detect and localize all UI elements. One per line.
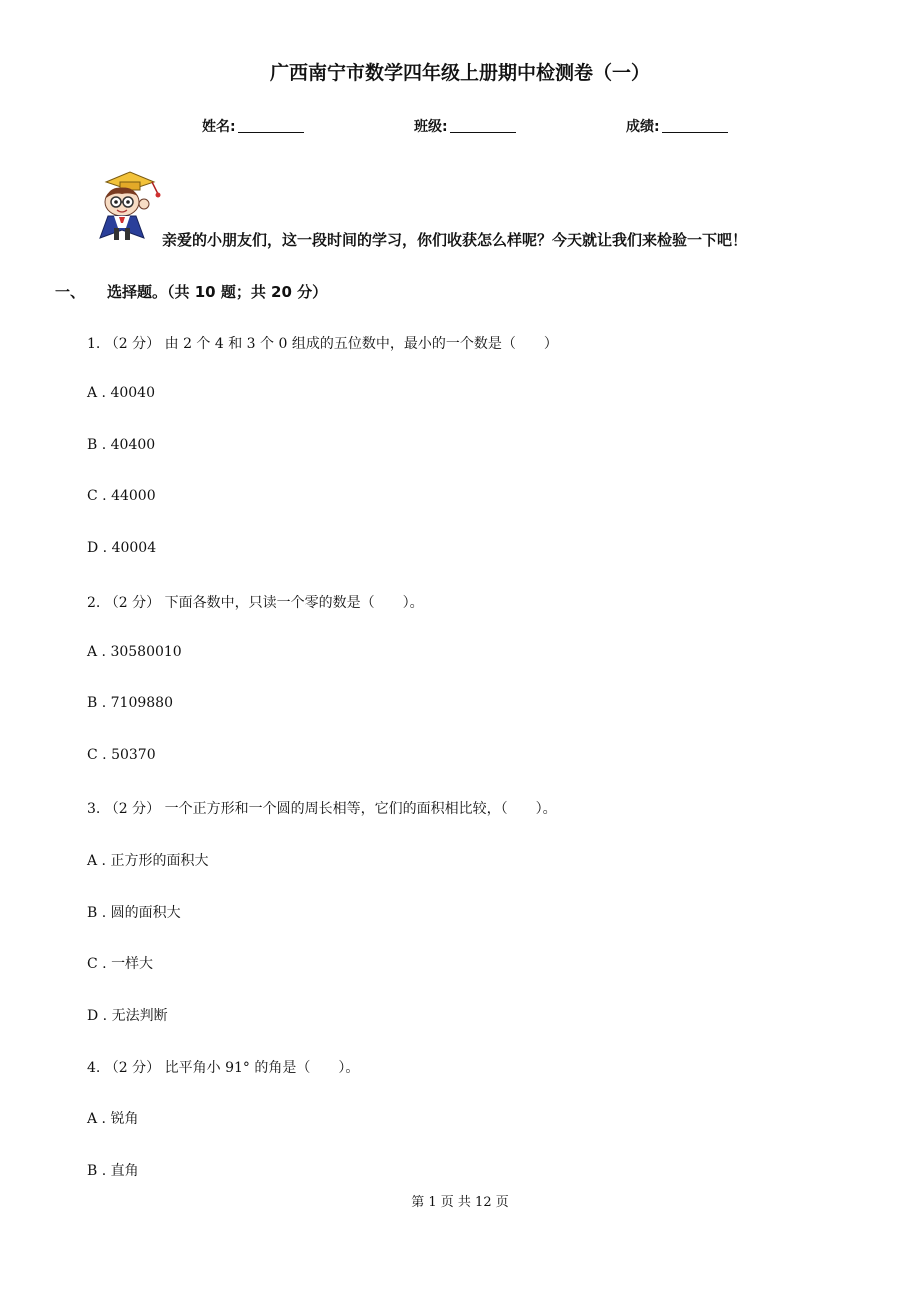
mascot-icon [92, 168, 164, 244]
question-4-option-b[interactable]: B . 直角 [87, 1163, 139, 1179]
question-4-option-a[interactable]: A . 锐角 [87, 1111, 139, 1127]
name-field [202, 116, 304, 136]
section-number: 一、 [55, 283, 86, 301]
question-3-stem: 3. （2 分） 一个正方形和一个圆的周长相等，它们的面积相比较，（ ）。 [87, 801, 557, 817]
question-2-option-b[interactable]: B . 7109880 [87, 695, 173, 711]
question-2-option-c[interactable]: C . 50370 [87, 747, 156, 763]
question-1-option-b[interactable]: B . 40400 [87, 437, 156, 453]
score-field [626, 116, 728, 136]
section-header [55, 281, 327, 302]
question-3-option-d[interactable]: D . 无法判断 [87, 1008, 168, 1024]
class-label: 班级: [414, 119, 448, 135]
class-field [414, 116, 516, 136]
page-title: 广西南宁市数学四年级上册期中检测卷（一） [269, 62, 650, 84]
question-2-stem: 2. （2 分） 下面各数中，只读一个零的数是（ ）。 [87, 595, 424, 611]
question-3-option-a[interactable]: A . 正方形的面积大 [87, 853, 209, 869]
question-4-stem: 4. （2 分） 比平角小 91° 的角是（ ）。 [87, 1060, 360, 1076]
class-blank[interactable] [450, 118, 516, 133]
question-1-option-a[interactable]: A . 40040 [87, 385, 155, 401]
question-3-option-b[interactable]: B . 圆的面积大 [87, 905, 181, 921]
score-label: 成绩: [626, 119, 660, 135]
section-title: 选择题。（共 10 题；共 20 分） [107, 283, 328, 301]
greeting-text: 亲爱的小朋友们，这一段时间的学习，你们收获怎么样呢？今天就让我们来检验一下吧！ [162, 231, 748, 249]
question-1-option-d[interactable]: D . 40004 [87, 540, 157, 556]
page-footer: 第 1 页 共 12 页 [411, 1195, 509, 1210]
question-3-option-c[interactable]: C . 一样大 [87, 956, 154, 972]
question-1-stem: 1. （2 分） 由 2 个 4 和 3 个 0 组成的五位数中，最小的一个数是（ ） [87, 336, 558, 352]
question-1-option-c[interactable]: C . 44000 [87, 488, 156, 504]
name-blank[interactable] [238, 118, 304, 133]
name-label: 姓名: [202, 119, 236, 135]
question-2-option-a[interactable]: A . 30580010 [87, 644, 182, 660]
score-blank[interactable] [662, 118, 728, 133]
